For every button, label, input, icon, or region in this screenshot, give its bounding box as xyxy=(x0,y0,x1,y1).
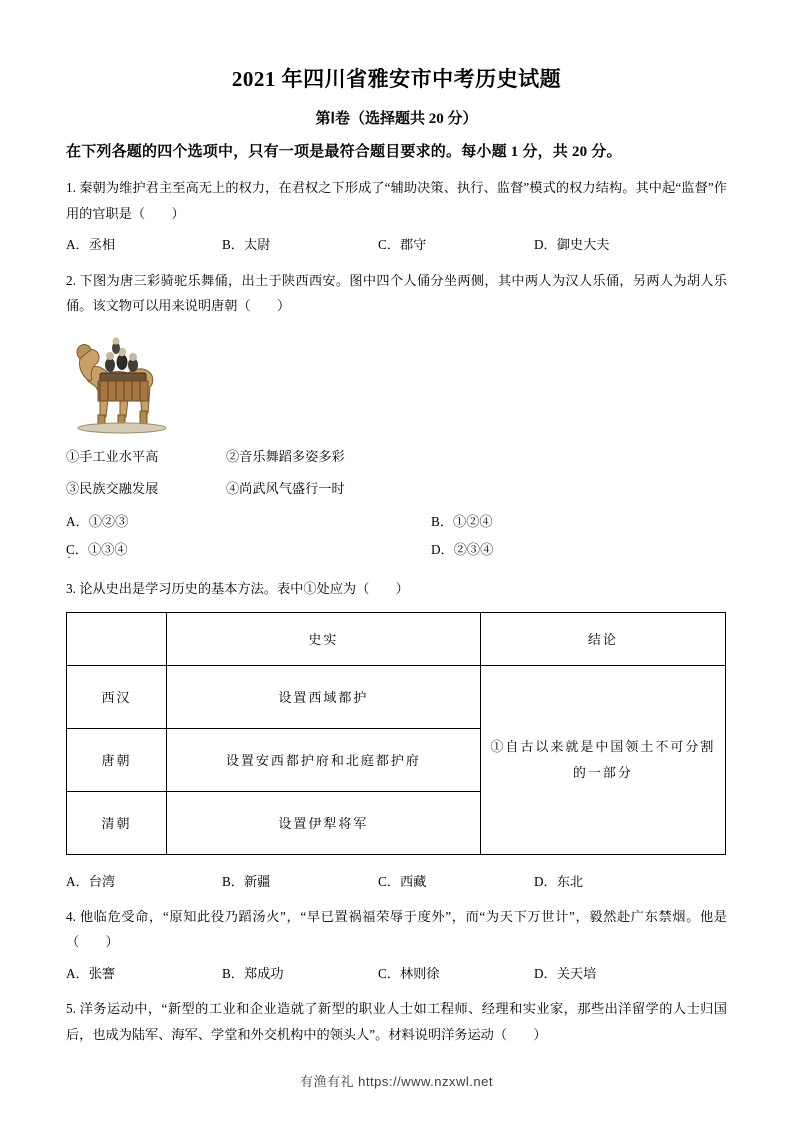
option-b[interactable]: B．太尉 xyxy=(222,237,271,253)
header-conclusion: 结论 xyxy=(480,612,725,665)
option-c[interactable]: C．①③④ · xyxy=(66,536,431,564)
question-1-options xyxy=(66,232,727,257)
question-2-options-row-2 xyxy=(66,536,727,564)
option-c[interactable]: C．林则徐 xyxy=(378,966,440,982)
option-a[interactable]: A．张謇 xyxy=(66,966,116,982)
option-d[interactable]: D．御史大夫 xyxy=(534,237,610,253)
question-3-stem: 3. 论从史出是学习历史的基本方法。表中①处应为（ ） xyxy=(66,580,409,596)
table-header-row xyxy=(67,612,726,665)
option-a[interactable]: A．①②③ xyxy=(66,514,129,530)
question-2-statements-row-1 xyxy=(66,443,727,471)
row-fact: 设置安西都护府和北庭都护府 xyxy=(167,728,481,791)
statement-2: ②音乐舞蹈多姿多彩 xyxy=(226,449,345,465)
option-d[interactable]: D．关天培 xyxy=(534,966,597,982)
option-b[interactable]: B．①②④ xyxy=(431,514,493,530)
row-era: 西汉 xyxy=(67,665,167,728)
row-fact: 设置伊犁将军 xyxy=(167,791,481,854)
question-3-options xyxy=(66,869,727,894)
page-title: 2021 年四川省雅安市中考历史试题 xyxy=(231,67,562,91)
option-c[interactable]: C．西藏 xyxy=(378,873,427,889)
question-4-stem: 4. 他临危受命，“原知此役乃蹈汤火”，“早已置祸福荣辱于度外”，而“为天下万世计”，毅然赴广东禁烟。他是（ ） xyxy=(66,908,727,950)
statement-4: ④尚武风气盛行一时 xyxy=(226,480,345,496)
instruction-text: 在下列各题的四个选项中，只有一项是最符合题目要求的。每小题 1 分，共 20 分。 xyxy=(66,144,622,160)
row-era: 唐朝 xyxy=(67,728,167,791)
history-evidence-table xyxy=(66,612,726,855)
header-fact: 史实 xyxy=(167,612,481,665)
question-5-stem: 5. 洋务运动中，“新型的工业和企业造就了新型的职业人士如工程师、经理和实业家，那些出洋留学的人士归国后，也成为陆军、海军、学堂和外交机构中的领头人”。材料说明洋务运动（ ） xyxy=(66,1001,727,1042)
row-conclusion: ①自古以来就是中国领土不可分割的一部分 xyxy=(480,665,725,854)
question-1-stem: 1. 秦朝为维护君主至高无上的权力，在君权之下形成了“辅助决策、执行、监督”模式的权力结构。其中起“监督”作用的官职是（ ） xyxy=(66,180,727,221)
question-2-statements-row-2 xyxy=(66,475,727,503)
option-a[interactable]: A．丞相 xyxy=(66,237,116,253)
option-b[interactable]: B．郑成功 xyxy=(222,966,284,982)
question-2-options-row-1 xyxy=(66,508,727,536)
row-fact: 设置西域都护 xyxy=(167,665,481,728)
header-blank xyxy=(67,612,167,665)
row-era: 清朝 xyxy=(67,791,167,854)
option-c[interactable]: C．郡守 xyxy=(378,237,427,253)
option-d[interactable]: D．东北 xyxy=(534,873,584,889)
option-a[interactable]: A．台湾 xyxy=(66,873,116,889)
question-2-stem: 2. 下图为唐三彩骑驼乐舞俑，出土于陕西西安。图中四个人俑分坐两侧，其中两人为汉人乐俑，另两人为胡人乐俑。该文物可以用来说明唐朝（ ） xyxy=(66,272,727,314)
table-row xyxy=(67,665,726,728)
section-title: 第Ⅰ卷（选择题共 20 分） xyxy=(315,111,478,127)
statement-3: ③民族交融发展 xyxy=(66,480,159,496)
statement-1: ①手工业水平高 xyxy=(66,449,159,465)
option-d[interactable]: D．②③④ xyxy=(431,542,494,558)
question-4-options xyxy=(66,961,727,986)
tang-sancai-camel-figure xyxy=(70,329,727,437)
option-b[interactable]: B．新疆 xyxy=(222,873,271,889)
camel-figurine-icon xyxy=(70,329,180,434)
footer-watermark: 有渔有礼 https://www.nzxwl.net xyxy=(300,1074,493,1089)
